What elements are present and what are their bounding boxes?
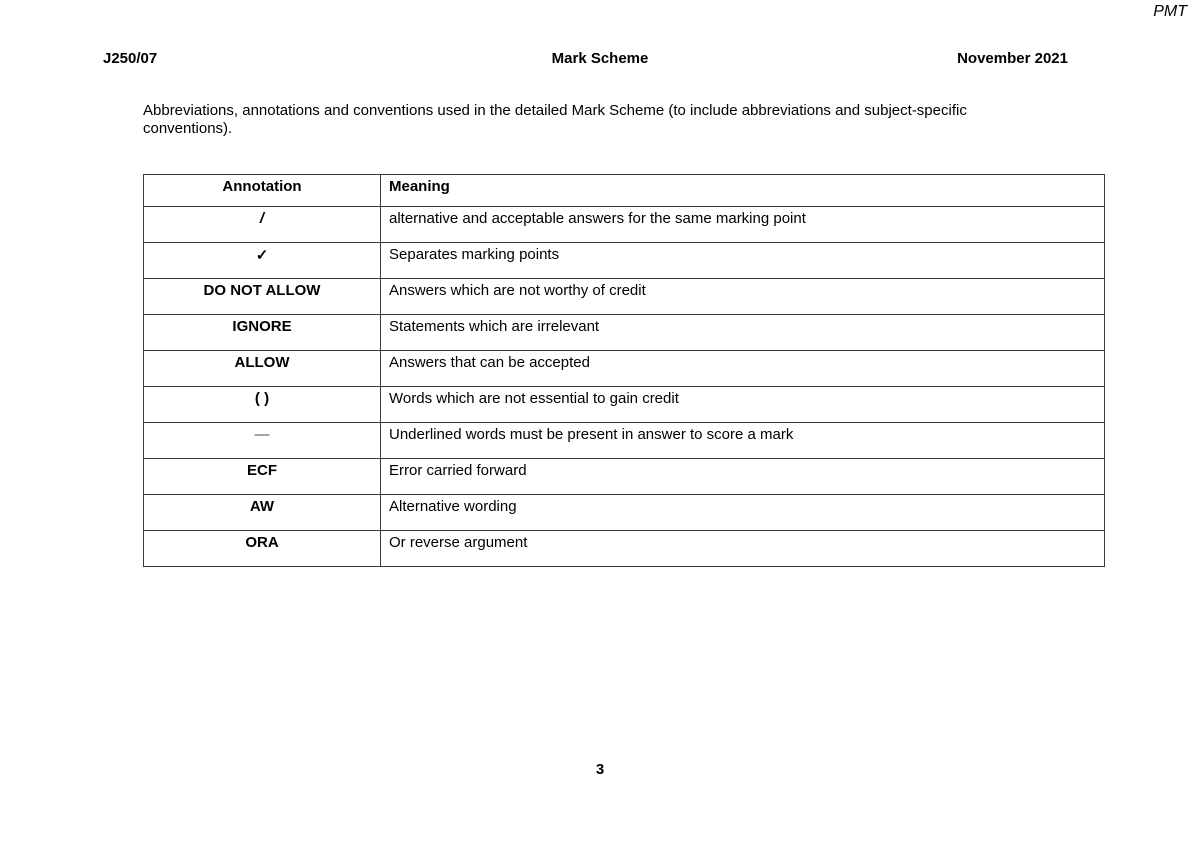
page-number: 3 (595, 761, 605, 778)
meaning-cell: Error carried forward (381, 459, 1105, 495)
pmt-watermark: PMT (1153, 3, 1187, 20)
paper-code: J250/07 (103, 50, 158, 67)
table-body (144, 207, 1105, 567)
annotations-table (143, 174, 1105, 567)
annotation-cell: ( ) (144, 387, 381, 423)
table-row (144, 351, 1105, 387)
table-row (144, 387, 1105, 423)
meaning-cell: Statements which are irrelevant (381, 315, 1105, 351)
meaning-cell: Underlined words must be present in answer to score a mark (381, 423, 1105, 459)
annotation-cell: ECF (144, 459, 381, 495)
table-header-row (144, 175, 1105, 207)
table-row (144, 423, 1105, 459)
document-date: November 2021 (957, 50, 1068, 67)
meaning-cell: Separates marking points (381, 243, 1105, 279)
meaning-cell: Or reverse argument (381, 531, 1105, 567)
annotation-cell: — (144, 423, 381, 459)
column-header-meaning: Meaning (381, 175, 1105, 207)
column-header-annotation: Annotation (144, 175, 381, 207)
table-row (144, 207, 1105, 243)
annotation-cell: ✓ (144, 243, 381, 279)
table-row (144, 495, 1105, 531)
annotation-cell: IGNORE (144, 315, 381, 351)
annotation-cell: ALLOW (144, 351, 381, 387)
table-row (144, 243, 1105, 279)
annotation-cell: AW (144, 495, 381, 531)
table-row (144, 531, 1105, 567)
intro-paragraph: Abbreviations, annotations and conventions used in the detailed Mark Scheme (to include abbreviations and subject-specific conventions). (143, 102, 967, 137)
table-row (144, 315, 1105, 351)
annotation-cell: / (144, 207, 381, 243)
meaning-cell: alternative and acceptable answers for the same marking point (381, 207, 1105, 243)
meaning-cell: Words which are not essential to gain credit (381, 387, 1105, 423)
meaning-cell: Answers that can be accepted (381, 351, 1105, 387)
page-title: Mark Scheme (551, 50, 649, 67)
annotation-cell: ORA (144, 531, 381, 567)
table-row (144, 459, 1105, 495)
annotation-cell: DO NOT ALLOW (144, 279, 381, 315)
table-row (144, 279, 1105, 315)
meaning-cell: Alternative wording (381, 495, 1105, 531)
meaning-cell: Answers which are not worthy of credit (381, 279, 1105, 315)
